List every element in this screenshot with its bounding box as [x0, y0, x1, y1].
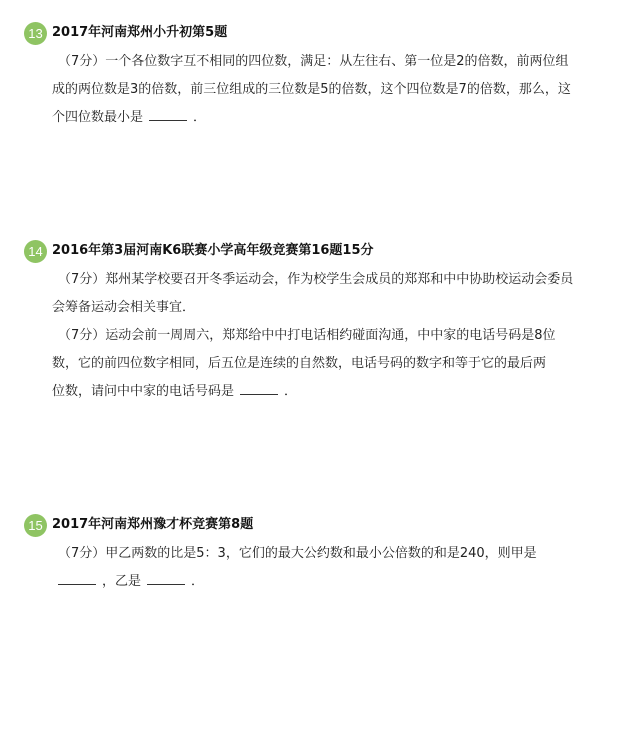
- problem-title: 2017年河南郑州小升初第5题: [52, 25, 228, 40]
- answer-blank-yi[interactable]: [147, 570, 185, 585]
- problem-line: （7分）运动会前一周周六，郑郑给中中打电话相约碰面沟通，中中家的电话号码是8位: [58, 328, 556, 343]
- problem-body: [52, 48, 592, 132]
- problem-title: 2017年河南郑州豫才杯竞赛第8题: [52, 517, 254, 532]
- period: ．: [284, 384, 298, 399]
- answer-blank[interactable]: [149, 106, 187, 121]
- problem-line: 会筹备运动会相关事宜．: [52, 300, 196, 315]
- period: ．: [191, 574, 205, 589]
- problem-line: 成的两位数是3的倍数，前三位组成的三位数是5的倍数，这个四位数是7的倍数，那么，这: [52, 82, 571, 97]
- problem-number-badge: 15: [24, 514, 47, 537]
- problem-line: 数，它的前四位数字相同，后五位是连续的自然数，电话号码的数字和等于它的最后两: [52, 356, 547, 371]
- answer-blank-jia[interactable]: [58, 570, 96, 585]
- problem-line-text: 位数，请问中中家的电话号码是: [52, 384, 235, 399]
- problem-line-text: 个四位数最小是: [52, 110, 144, 125]
- problem-line-text: ，乙是: [102, 574, 142, 589]
- problem-number-badge: 13: [24, 22, 47, 45]
- problem-line: （7分）甲乙两数的比是5：3，它们的最大公约数和最小公倍数的和是240，则甲是: [58, 546, 537, 561]
- problem-line-last: [52, 104, 592, 132]
- problem-line: （7分）郑州某学校要召开冬季运动会，作为校学生会成员的郑郑和中中协助校运动会委员: [58, 272, 574, 287]
- problem-title: 2016年第3届河南K6联赛小学高年级竞赛第16题15分: [52, 243, 374, 258]
- answer-blank[interactable]: [240, 380, 278, 395]
- problem-line-last: [52, 378, 592, 406]
- problem-line-last: [52, 568, 592, 596]
- problem-number-badge: 14: [24, 240, 47, 263]
- period: ．: [193, 110, 207, 125]
- problem-body: [52, 266, 592, 406]
- problem-line: （7分）一个各位数字互不相同的四位数，满足：从左往右、第一位是2的倍数，前两位组: [58, 54, 569, 69]
- problem-body: [52, 540, 592, 596]
